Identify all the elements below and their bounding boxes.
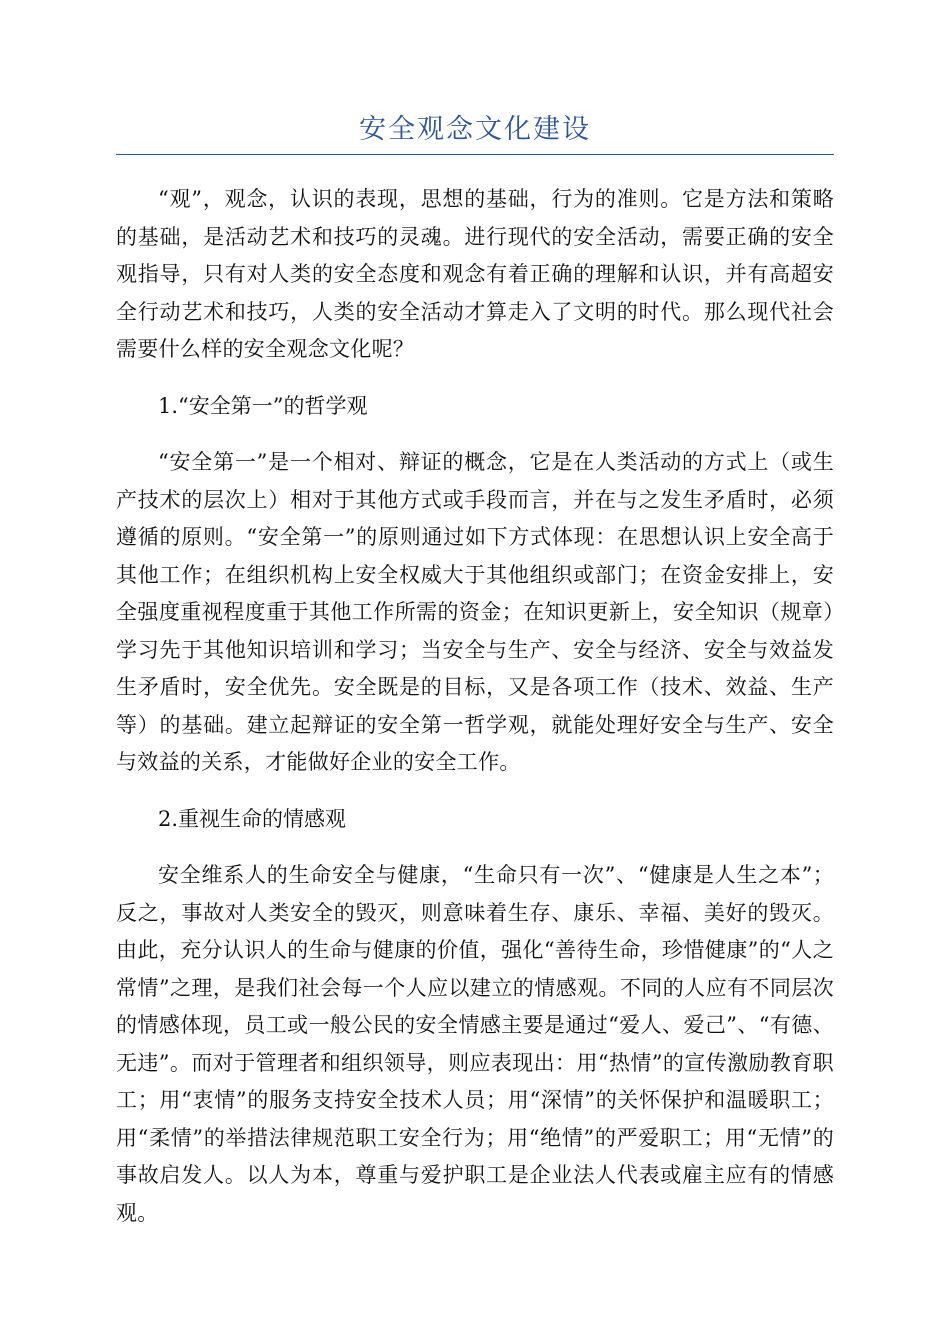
section-body-2: 安全维系人的生命安全与健康，“生命只有一次”、“健康是人生之本”；反之，事故对人类安全的毁灭，则意味着生存、康乐、幸福、美好的毁灭。由此，充分认识人的生命与健康的价值，强化“善待生命，珍惜健康”的“人之常情”之理，是我们社会每一个人应以建立的情感观。不同的人应有不同层次的情感体现，员工或一般公民的安全情感主要是通过“爱人、爱己”、“有德、无违”。而对于管理者和组织领导，则应表现出：用“热情”的宣传激励教育职工；用“衷情”的服务支持安全技术人员；用“深情”的关怀保护和温暖职工；用“柔情”的举措法律规范职工安全行为；用“绝情”的严爱职工；用“无情”的事故启发人。以人为本，尊重与爱护职工是企业法人代表或雇主应有的情感观。 <box>116 863 834 1225</box>
document-page <box>116 110 834 1251</box>
section-body-1: “安全第一”是一个相对、辩证的概念，它是在人类活动的方式上（或生产技术的层次上）相对于其他方式或手段而言，并在与之发生矛盾时，必须遵循的原则。“安全第一”的原则通过如下方式体现：在思想认识上安全高于其他工作；在组织机构上安全权威大于其他组织或部门；在资金安排上，安全强度重视程度重于其他工作所需的资金；在知识更新上，安全知识（规章）学习先于其他知识培训和学习；当安全与生产、安全与经济、安全与效益发生矛盾时，安全优先。安全既是的目标，又是各项工作（技术、效益、生产等）的基础。建立起辩证的安全第一哲学观，就能处理好安全与生产、安全与效益的关系，才能做好企业的安全工作。 <box>116 450 834 774</box>
document-title: 安全观念文化建设 <box>359 114 591 145</box>
intro-paragraph: “观”，观念，认识的表现，思想的基础，行为的准则。它是方法和策略的基础，是活动艺术和技巧的灵魂。进行现代的安全活动，需要正确的安全观指导，只有对人类的安全态度和观念有着正确的理解和认识，并有高超安全行动艺术和技巧，人类的安全活动才算走入了文明的时代。那么现代社会需要什么样的安全观念文化呢？ <box>116 187 834 361</box>
section-heading-2: 2.重视生命的情感观 <box>158 806 347 831</box>
title-underline <box>116 154 834 155</box>
section-heading-1: 1.“安全第一”的哲学观 <box>158 393 368 418</box>
